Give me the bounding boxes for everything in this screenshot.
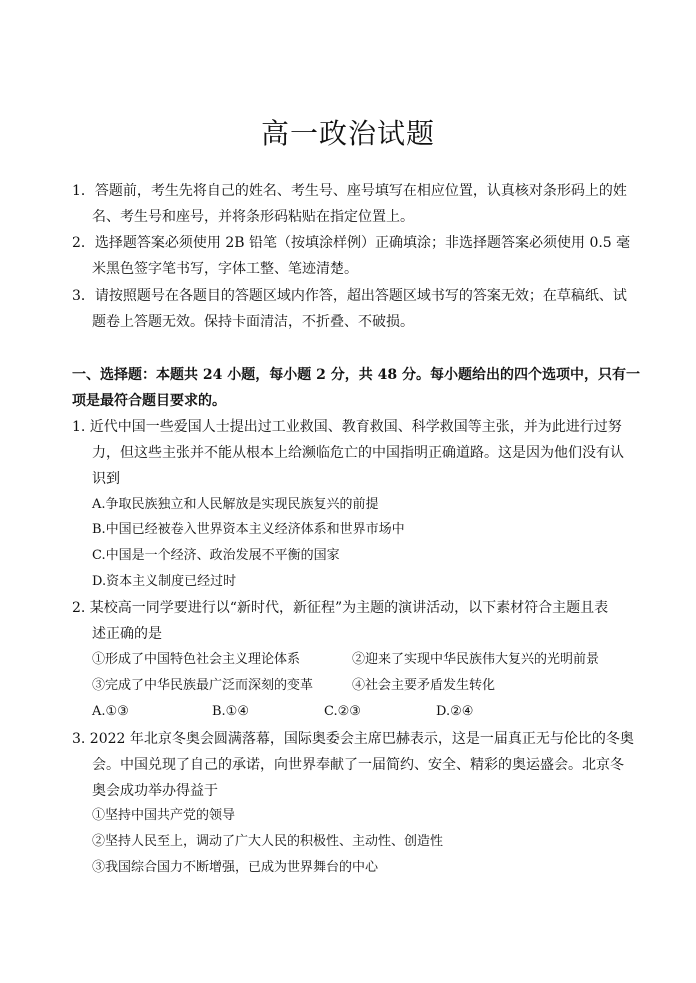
q2-choice-d: D.②④ <box>436 704 474 719</box>
q2-choice-b: B.①④ <box>212 704 249 719</box>
q3-stem-line-2: 会。中国兑现了自己的承诺，向世界奉献了一届简约、安全、精彩的奥运盛会。北京冬 <box>92 757 624 773</box>
section-heading-tail: ，只有一 <box>583 367 640 383</box>
note-1-line-1: 1．答题前，考生先将自己的姓名、考生号、座号填写在相应位置，认真核对条形码上的姓 <box>72 183 627 199</box>
note-3-line-1: 3．请按照题号在各题目的答题区域内作答，超出答题区域书写的答案无效；在草稿纸、试 <box>72 288 627 304</box>
section-heading-line-1 <box>72 365 640 385</box>
q1-option-c: C.中国是一个经济、政治发展不平衡的国家 <box>92 548 340 563</box>
q2-choice-c: C.②③ <box>324 704 361 719</box>
q1-stem-line-1: 1. 近代中国一些爱国人士提出过工业救国、教育救国、科学救国等主张，并为此进行过努 <box>72 419 622 435</box>
section-heading-line-2: 项是最符合题目要求的。 <box>72 393 226 409</box>
note-3-line-2: 题卷上答题无效。保持卡面清洁，不折叠、不破损。 <box>92 314 414 330</box>
q3-stem-line-1: 3. 2022 年北京冬奥会圆满落幕，国际奥委会主席巴赫表示，这是一届真正无与伦比的冬奥 <box>72 731 634 747</box>
page-title: 高一政治试题 <box>260 117 435 150</box>
q3-stem-line-3: 奥会成功举办得益于 <box>92 783 218 799</box>
section-heading-emphasis: 四个选项中 <box>513 367 584 383</box>
q3-item-2: ②坚持人民至上，调动了广大人民的积极性、主动性、创造性 <box>92 834 444 849</box>
q2-item-3: ③完成了中华民族最广泛而深刻的变革 <box>92 678 314 693</box>
q3-item-3: ③我国综合国力不断增强，已成为世界舞台的中心 <box>92 860 379 875</box>
q1-stem-line-2: 力，但这些主张并不能从根本上给濒临危亡的中国指明正确道路。这是因为他们没有认 <box>92 445 624 461</box>
note-2-line-2: 米黑色签字笔书写，字体工整、笔迹清楚。 <box>92 261 358 277</box>
section-heading-text: 一、选择题：本题共 24 小题，每小题 2 分，共 48 分。每小题给出的 <box>72 367 514 383</box>
q1-option-b: B.中国已经被卷入世界资本主义经济体系和世界市场中 <box>92 522 405 537</box>
q2-item-4: ④社会主要矛盾发生转化 <box>352 678 496 693</box>
q2-stem-line-1: 2. 某校高一同学要进行以“新时代，新征程”为主题的演讲活动，以下素材符合主题且表 <box>72 600 609 616</box>
q2-item-2: ②迎来了实现中华民族伟大复兴的光明前景 <box>352 652 600 667</box>
q2-stem-line-2: 述正确的是 <box>92 626 162 642</box>
q3-item-1: ①坚持中国共产党的领导 <box>92 808 236 823</box>
q1-stem-line-3: 识到 <box>92 471 120 487</box>
note-1-line-2: 名、考生号和座号，并将条形码粘贴在指定位置上。 <box>92 209 414 225</box>
q2-item-1: ①形成了中国特色社会主义理论体系 <box>92 652 301 667</box>
q1-option-a: A.争取民族独立和人民解放是实现民族复兴的前提 <box>92 497 379 512</box>
q1-option-d: D.资本主义制度已经过时 <box>92 574 237 589</box>
q2-choice-a: A.①③ <box>92 704 129 719</box>
note-2-line-1: 2．选择题答案必须使用 2B 铅笔（按填涂样例）正确填涂；非选择题答案必须使用 0.5 毫 <box>72 235 631 251</box>
